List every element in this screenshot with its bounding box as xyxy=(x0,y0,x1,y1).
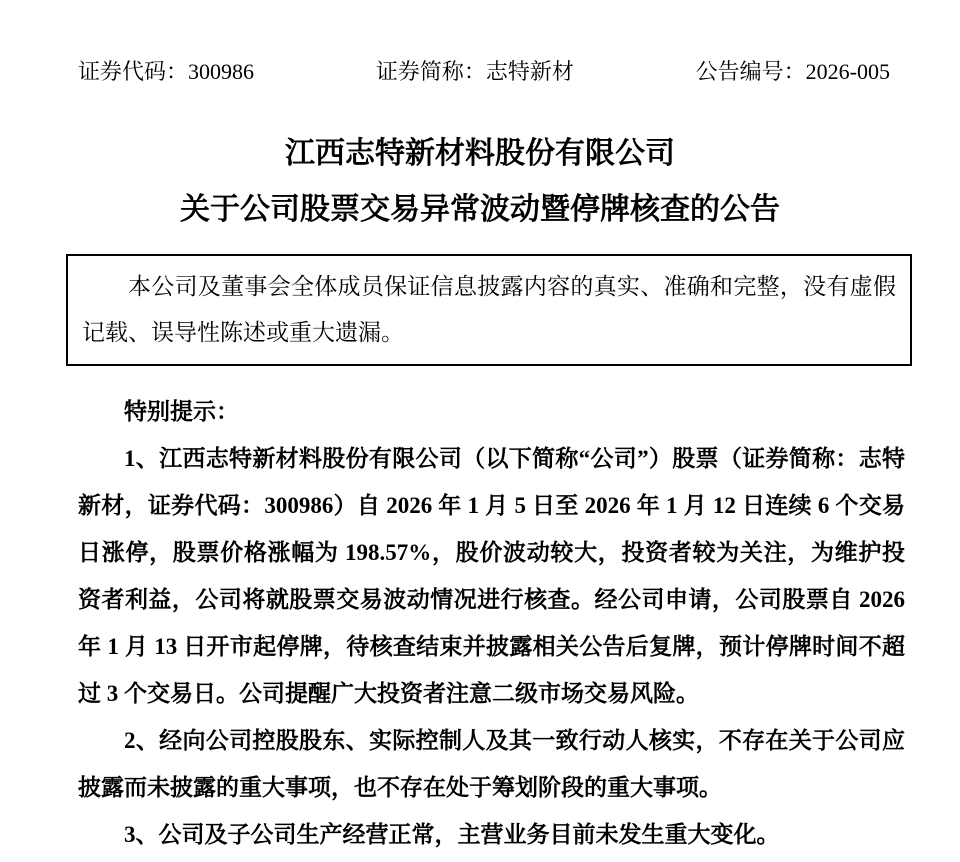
stock-name xyxy=(376,56,574,88)
stock-name-label: 证券简称： xyxy=(375,59,486,84)
paragraph-3: 3、公司及子公司生产经营正常，主营业务目前未发生重大变化。 xyxy=(124,822,780,847)
paragraph-1: 1、江西志特新材料股份有限公司（以下简称“公司”）股票（证券简称：志特新材，证券代码：300986）自 2026 年 1 月 5 日至 2026 年 1 月 12 日连续 6 个交易日涨停，股票价格涨幅为 198.57%，股价波动较大，投资者较为关注，为维护投资者利益，公司将就股票交易波动情况进行核查。经公司申请，公司股票自 2026 年 1 月 13 日开市起停牌，待核查结束并披露相关公告后复牌，预计停牌时间不超过 3 个交易日。公司提醒广大投资者注意二级市场交易风险。 xyxy=(78,446,905,706)
stock-name-value: 志特新材 xyxy=(485,59,574,84)
announcement-body xyxy=(78,388,905,858)
document-header xyxy=(0,0,960,88)
company-name-title: 江西志特新材料股份有限公司 xyxy=(285,137,675,170)
disclaimer-box xyxy=(66,254,912,366)
announcement-number-label: 公告编号： xyxy=(695,59,806,84)
announcement-number-value: 2026-005 xyxy=(805,59,890,84)
announcement-number xyxy=(696,56,890,88)
paragraph-2: 2、经向公司控股股东、实际控制人及其一致行动人核实，不存在关于公司应披露而未披露的重大事项，也不存在处于筹划阶段的重大事项。 xyxy=(78,728,905,800)
stock-code xyxy=(78,56,254,88)
disclaimer-text: 本公司及董事会全体成员保证信息披露内容的真实、准确和完整，没有虚假记载、误导性陈述或重大遗漏。 xyxy=(82,274,896,345)
stock-code-label: 证券代码： xyxy=(78,59,189,84)
special-notice-heading: 特别提示： xyxy=(124,399,239,424)
announcement-title: 关于公司股票交易异常波动暨停牌核查的公告 xyxy=(180,193,780,226)
stock-code-value: 300986 xyxy=(188,59,255,84)
